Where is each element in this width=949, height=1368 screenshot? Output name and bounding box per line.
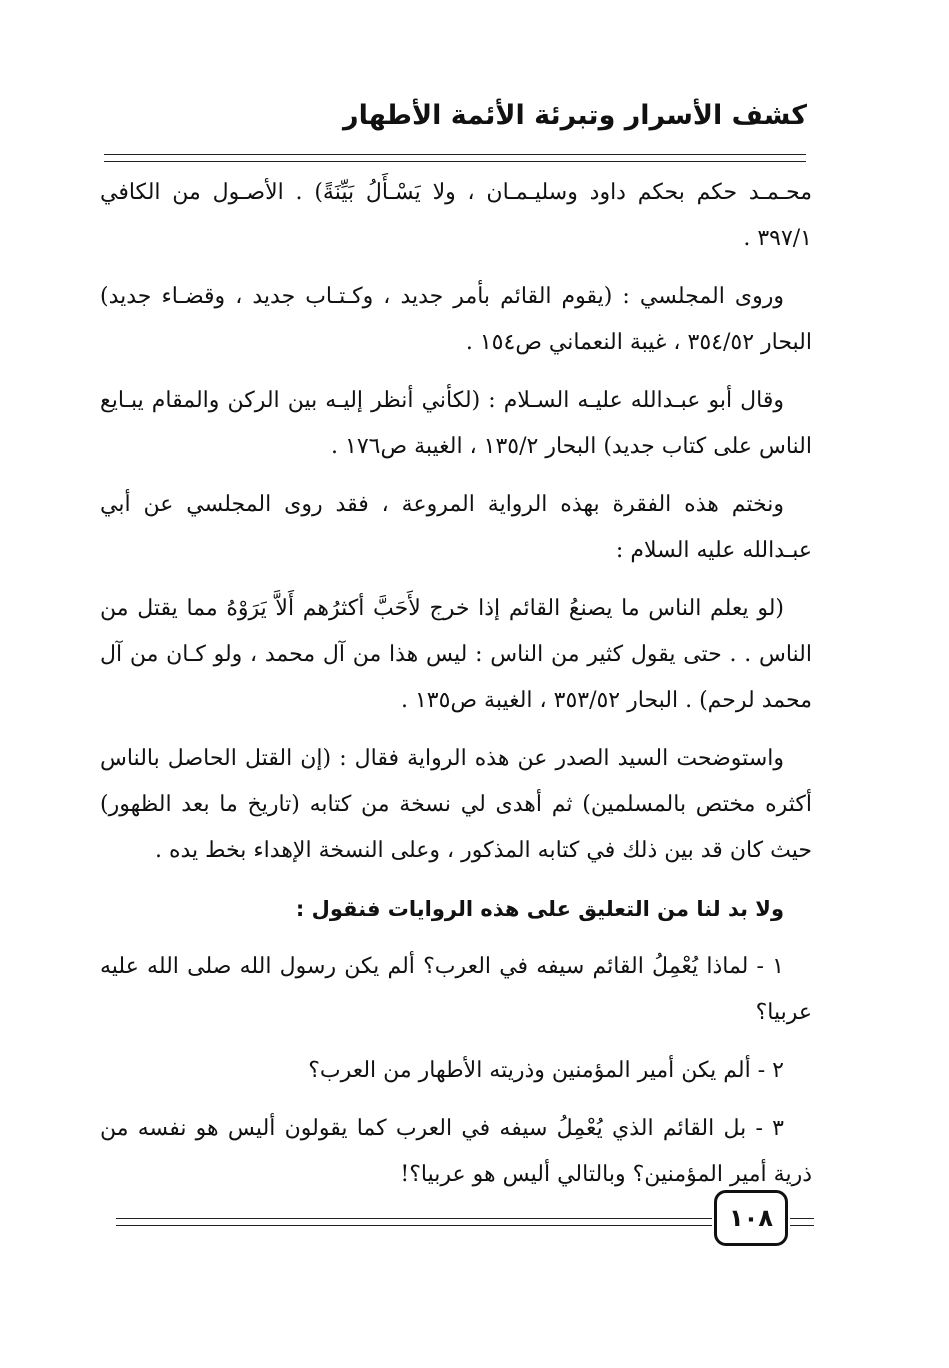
body-text (100, 170, 812, 1210)
list-item-2: ٢ - ألم يكن أمير المؤمنين وذريته الأطهار من العرب؟ (308, 1058, 784, 1083)
paragraph-commentary-heading: ولا بد لنا من التعليق على هذه الروايات فنقول : (295, 897, 784, 921)
paragraph-closing-intro: ونختم هذه الفقرة بهذه الرواية المروعة ، فقد روى المجلسي عن أبي عبـدالله عليه السلام : (100, 492, 812, 563)
paragraph-sadr-clarification: واستوضحت السيد الصدر عن هذه الرواية فقال : (إن القتل الحاصل بالناس أكثره مختص بالمسلمين) ثم أهدى لي نسخة من كتابه (تاريخ ما بعد الظهور) حيث كان قد بين ذلك في كتابه المذكور ، وعلى النسخة الإهداء بخط يده . (100, 746, 812, 863)
paragraph-majlisi-narration: وروى المجلسي : (يقوم القائم بأمر جديد ، وكـتـاب جديد ، وقضـاء جديد) البحار ٣٥٤/٥٢ ، غيبة النعماني ص١٥٤ . (100, 284, 812, 355)
page-number: ١٠٨ (714, 1190, 788, 1246)
paragraph-continuation: محـمـد حكم بحكم داود وسليـمـان ، ولا يَسْـأَلُ بَيِّنَةً) . الأصـول من الكافي ٣٩٧/١ . (100, 180, 812, 251)
running-header-title: كشف الأسرار وتبرئة الأئمة الأطهار (343, 100, 807, 131)
header-double-rule (104, 154, 806, 162)
list-item-1: ١ - لماذا يُعْمِلُ القائم سيفه في العرب؟ ألم يكن رسول الله صلى الله عليه عربيا؟ (100, 954, 812, 1025)
paragraph-abu-abdullah-narration: وقال أبو عبـدالله عليـه السـلام : (لكأني أنظر إليـه بين الركن والمقام يبـايع الناس على كتاب جديد) البحار ١٣٥/٢ ، الغيبة ص١٧٦ . (100, 388, 812, 459)
list-item-3: ٣ - بل القائم الذي يُعْمِلُ سيفه في العرب كما يقولون أليس هو نفسه من ذرية أمير المؤمنين؟ وبالتالي أليس هو عربيا؟! (100, 1116, 812, 1187)
footer-double-rule-short (790, 1218, 814, 1226)
paragraph-quoted-narration: (لو يعلم الناس ما يصنعُ القائم إذا خرج لأَحَبَّ أكثرُهم أَلاَّ يَرَوْهُ مما يقتل من الناس . . حتى يقول كثير من الناس : ليس هذا من آل محمد ، ولو كـان من آل محمد لرحم) . البحار ٣٥٣/٥٢ ، الغيبة ص١٣٥ . (100, 596, 812, 713)
footer-double-rule (116, 1218, 712, 1226)
